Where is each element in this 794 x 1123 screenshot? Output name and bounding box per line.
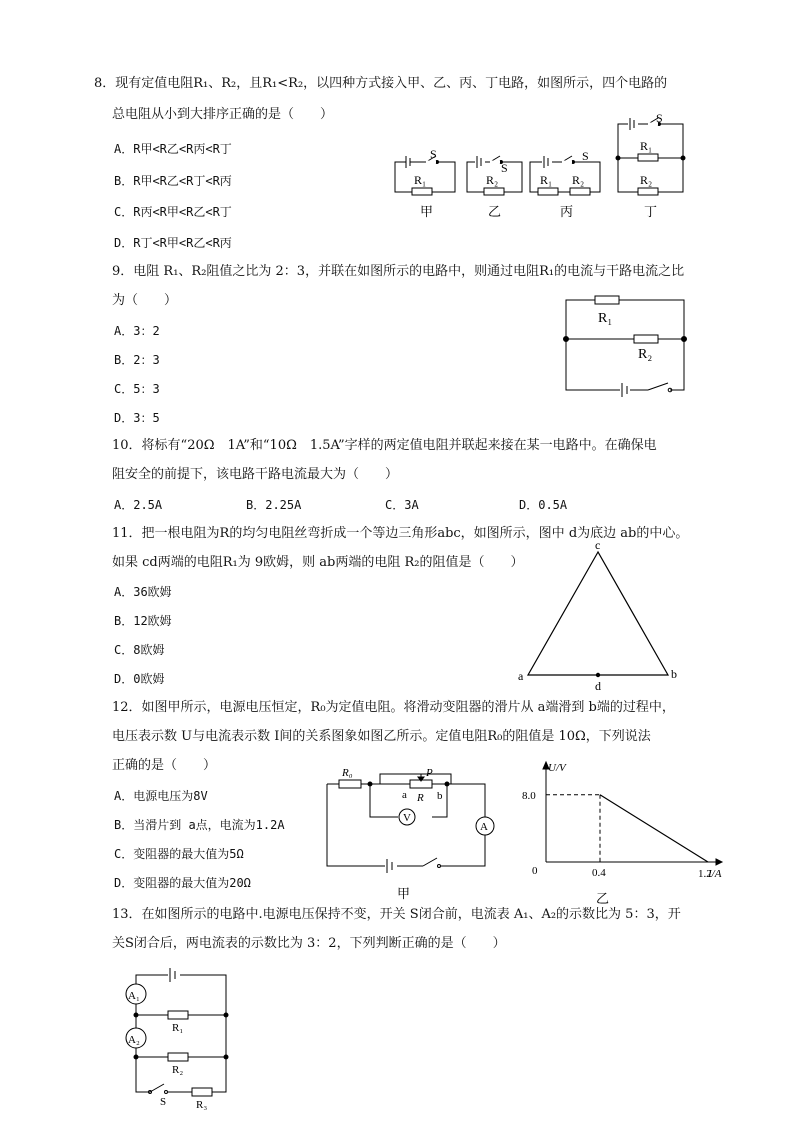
graph-ylabel: U/V (548, 762, 566, 774)
graph-label-yi: 乙 (596, 891, 610, 906)
q8-fig-r2-bing: R₂ (572, 173, 585, 187)
q9-stem-line2: 为（ ） (112, 293, 178, 308)
q12-circuit-jia (325, 762, 505, 902)
q10-option-d: D．0.5A (519, 498, 568, 512)
q9-option-d: D．3：5 (114, 411, 160, 425)
q8-fig-s-2: S (501, 161, 508, 175)
q12-fig-r: R (417, 792, 424, 804)
q12-option-c: C．变阻器的最大值为5Ω (114, 847, 244, 861)
q13-fig-r1: R₁ (172, 1022, 184, 1034)
q8-fig-label-ding: 丁 (644, 204, 658, 219)
q11-triangle-figure (518, 538, 688, 693)
q8-option-d: D．R丁<R甲<R乙<R丙 (114, 236, 232, 250)
q11-option-a: A．36欧姆 (114, 585, 172, 599)
q8-option-a: A．R甲<R乙<R丙<R丁 (114, 142, 232, 156)
q9-option-c: C．5：3 (114, 382, 160, 396)
q12-fig-v: V (403, 812, 411, 824)
q11-option-c: C．8欧姆 (114, 643, 165, 657)
q8-fig-s-1: S (430, 147, 437, 161)
q12-graph-yi (522, 757, 736, 907)
q9-fig-r2: R₂ (638, 347, 653, 362)
q12-fig-p: P (426, 767, 433, 779)
q8-fig-r1-ding: R₁ (640, 139, 653, 153)
q11-stem-line2: 如果 cd两端的电阻R₁为 9欧姆，则 ab两端的电阻 R₂的阻值是（ ） (112, 555, 524, 570)
q8-fig-s-4: S (656, 111, 663, 125)
q10-option-b: B．2.25A (246, 498, 302, 512)
q9-stem-line1: 9．电阻 R₁、R₂阻值之比为 2：3，并联在如图所示的电路中，则通过电阻R₁的电流与干路电流之比 (112, 264, 685, 279)
q11-option-d: D．0欧姆 (114, 672, 165, 686)
q11-fig-d: d (595, 679, 601, 693)
graph-xlabel: I/A (708, 868, 722, 880)
q8-fig-label-jia: 甲 (420, 204, 434, 219)
q8-fig-r2-ding: R₂ (640, 173, 653, 187)
q8-stem-line1: 8．现有定值电阻R₁、R₂，且R₁<R₂，以四种方式接入甲、乙、丙、丁电路，如图所示，四个电路的 (94, 76, 668, 91)
q8-fig-s-3: S (582, 149, 589, 163)
q8-fig-r2-yi: R₂ (486, 173, 499, 187)
q8-fig-label-bing: 丙 (560, 204, 574, 219)
q12-fig-b: b (437, 790, 443, 802)
q8-stem-line2: 总电阻从小到大排序正确的是（ ） (112, 107, 334, 122)
q8-fig-label-yi: 乙 (488, 204, 502, 219)
graph-series-line (600, 795, 708, 862)
graph-tick-y-8: 8.0 (522, 789, 536, 802)
q11-stem-line1: 11．把一根电阻为R的均匀电阻丝弯折成一个等边三角形abc，如图所示，图中 d为底边 ab的中心。 (112, 526, 689, 541)
q9-fig-r1: R₁ (598, 311, 613, 326)
q12-option-d: D．变阻器的最大值为20Ω (114, 876, 251, 890)
q13-figure (118, 965, 248, 1110)
q10-option-a: A．2.5A (114, 498, 163, 512)
q12-fig-ammeter: A (480, 821, 488, 833)
q12-fig-r0: R₀ (342, 767, 353, 779)
q11-fig-a: a (518, 669, 524, 683)
q13-fig-a2: A₂ (128, 1034, 140, 1046)
q13-fig-s: S (160, 1096, 167, 1108)
q13-stem-line1: 13．在如图所示的电路中.电源电压保持不变，开关 S闭合前，电流表 A₁、A₂的示数比为 5：3，开 (112, 907, 681, 922)
q12-stem-line1: 12．如图甲所示，电源电压恒定，R₀为定值电阻。将滑动变阻器的滑片从 a端滑到 b端的过程中， (112, 700, 675, 715)
q8-figure (390, 112, 690, 222)
q13-stem-line2: 关S闭合后，两电流表的示数比为 3：2，下列判断正确的是（ ） (112, 936, 506, 951)
q13-fig-a1: A₁ (128, 990, 140, 1002)
q10-stem-line1: 10．将标有“20Ω 1A”和“10Ω 1.5A”字样的两定值电阻并联起来接在某一电路中。在确保电 (112, 438, 657, 453)
q11-fig-c: c (595, 538, 601, 552)
q11-option-b: B．12欧姆 (114, 614, 172, 628)
q12-option-a: A．电源电压为8V (114, 789, 208, 803)
q8-fig-r1-bing: R₁ (540, 173, 553, 187)
q12-option-b: B．当滑片到 a点，电流为1.2A (114, 818, 285, 832)
q12-fig-a: a (402, 789, 407, 801)
q11-fig-b: b (671, 667, 677, 681)
q10-stem-line2: 阻安全的前提下，该电路干路电流最大为（ ） (112, 467, 399, 482)
q8-fig-r1-jia: R₁ (414, 173, 427, 187)
q9-option-b: B．2：3 (114, 353, 160, 367)
q8-option-c: C．R丙<R甲<R乙<R丁 (114, 205, 232, 219)
graph-tick-x-04: 0.4 (592, 867, 606, 879)
q12-fig-label-jia: 甲 (397, 886, 411, 901)
q13-fig-r2: R₂ (172, 1064, 184, 1076)
q8-option-b: B．R甲<R乙<R丁<R丙 (114, 174, 232, 188)
q13-fig-r3: R₃ (196, 1099, 208, 1111)
graph-tick-x-12: 1.2 (698, 868, 712, 880)
q9-figure (562, 292, 692, 402)
q12-stem-line2: 电压表示数 U与电流表示数 I间的关系图象如图乙所示。定值电阻R₀的阻值是 10Ω，下列说法 (112, 729, 651, 744)
q10-option-c: C．3A (385, 498, 419, 512)
graph-origin: 0 (532, 865, 538, 877)
q12-stem-line3: 正确的是（ ） (112, 758, 217, 773)
q9-option-a: A．3：2 (114, 324, 160, 338)
